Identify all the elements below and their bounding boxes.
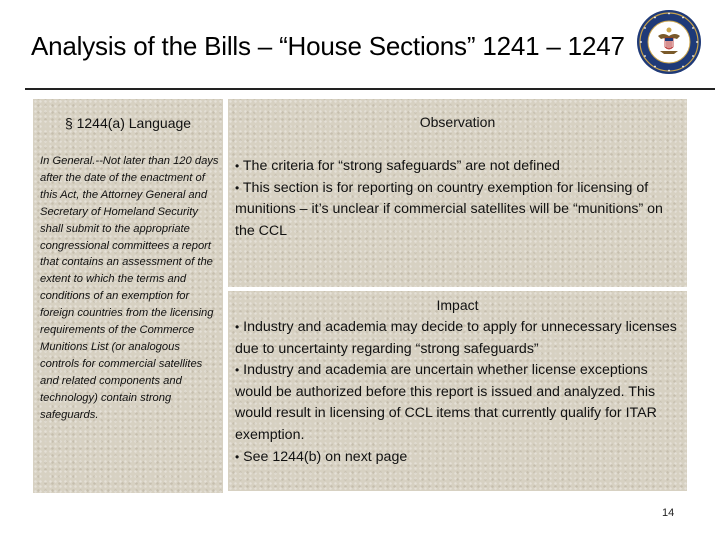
- impact-item: • See 1244(b) on next page: [235, 448, 408, 465]
- impact-item-text: See 1244(b) on next page: [243, 448, 408, 465]
- page-number: 14: [662, 507, 675, 519]
- language-panel: [33, 99, 223, 493]
- impact-list: [235, 317, 687, 468]
- observation-item-text: The criteria for “strong safeguards” are not defined: [242, 158, 560, 174]
- language-header: § 1244(a) Language: [64, 115, 192, 131]
- observation-header: Observation: [419, 114, 496, 130]
- impact-item: • Industry and academia may decide to apply for unnecessary licenses due to uncertainty regarding “strong safeguards”: [235, 319, 677, 357]
- observation-panel: [228, 99, 687, 287]
- title-divider: [25, 88, 715, 90]
- impact-item-text: Industry and academia may decide to apply for unnecessary licenses due to uncertainty regarding “strong safeguards”: [235, 319, 677, 357]
- language-text: In General.--Not later than 120 days after the date of the enactment of this Act, the Attorney General and Secretary of Homeland Security shall submit to the appropriate congressional committees a report that contains an assessment of the extent to which the terms and conditions of an exemption for foreign countries from the licensing requirements of the Commerce Munitions List (or analogous controls for commercial satellites and related components and technology) contain strong safeguards.: [40, 155, 219, 421]
- observation-item: • This section is for reporting on country exemption for licensing of munitions – it’s unclear if commercial satellites will be “munitions” on the CCL: [235, 179, 663, 239]
- impact-item-text: Industry and academia are uncertain whether license exceptions would be authorized before this report is issued and analyzed. This would result in licensing of CCL items that currently qualify for ITAR exemption.: [235, 362, 657, 443]
- impact-header: Impact: [436, 297, 479, 313]
- observation-item: • The criteria for “strong safeguards” are not defined: [235, 158, 560, 174]
- observation-item-text: This section is for reporting on country exemption for licensing of munitions – it’s unclear if commercial satellites will be “munitions” on the CCL: [235, 179, 663, 239]
- observation-list: [235, 156, 685, 242]
- impact-panel: [228, 291, 687, 491]
- impact-item: • Industry and academia are uncertain whether license exceptions would be authorized before this report is issued and analyzed. This would result in licensing of CCL items that currently qualify for ITAR exemption.: [235, 362, 657, 443]
- department-of-state-seal-icon: [636, 9, 702, 75]
- slide-title: Analysis of the Bills – “House Sections” 1241 – 1247: [31, 31, 625, 61]
